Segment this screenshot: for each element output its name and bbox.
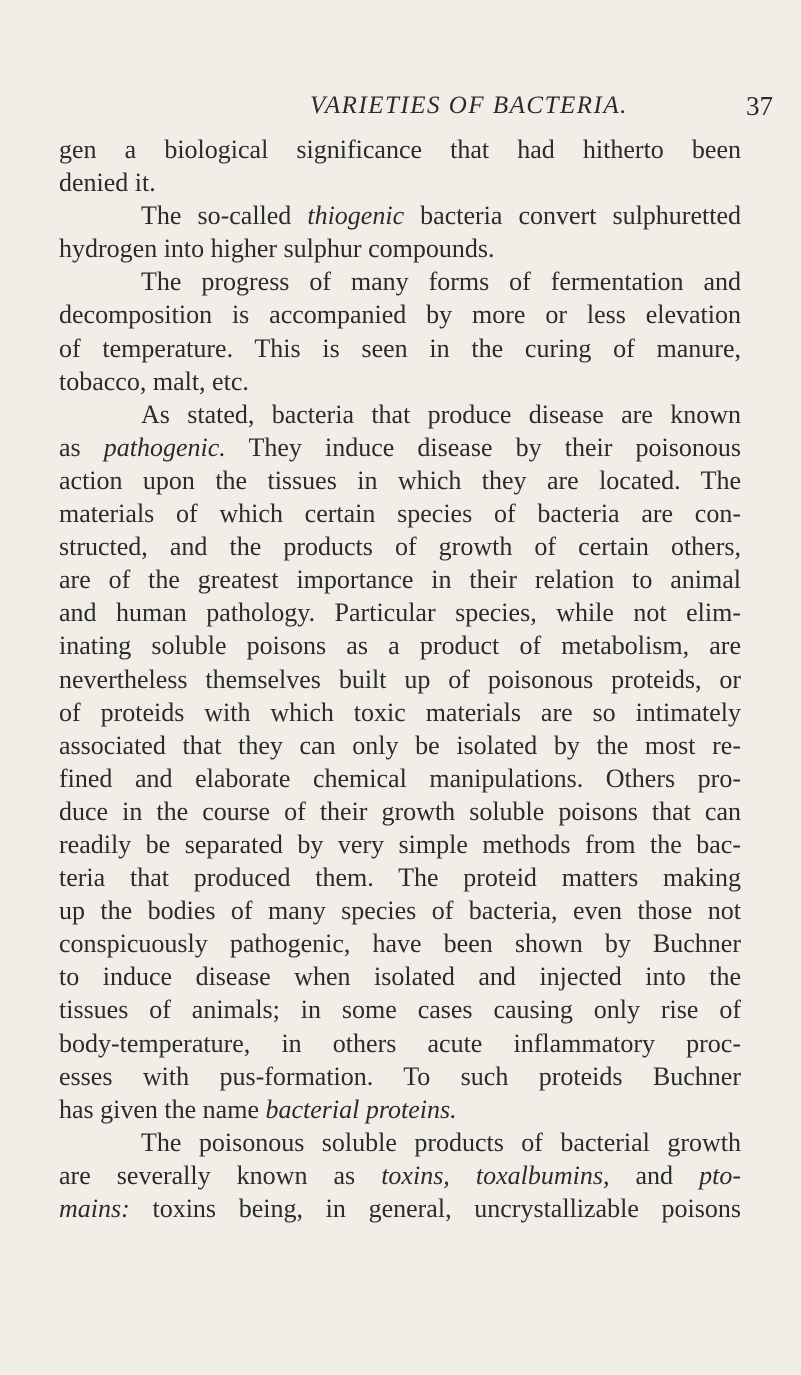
line-text: gen a biological significance that had hitherto been [59,135,741,164]
line-text: duce in the course of their growth soluble poisons that can [59,796,741,826]
text-line [59,530,741,563]
line-text: structed, and the products of growth of certain others, [59,532,741,562]
running-title: VARIETIES OF BACTERIA. [310,92,628,119]
text-line [59,332,741,365]
text-line [59,232,741,265]
text-line [59,861,741,894]
line-text: The poisonous soluble products of bacterial growth [141,1127,741,1157]
text-line [59,729,741,762]
text-line [59,696,741,729]
line-text: esses with pus-formation. To such proteids Buchner [59,1061,741,1091]
italic-term: pto- [699,1160,741,1190]
text-line [59,596,741,629]
running-head [0,86,801,126]
line-text: body-temperature, in others acute inflammatory proc- [59,1028,741,1058]
italic-term: pathogenic. [103,432,226,462]
text-line [59,398,741,431]
line-text: fined and elaborate chemical manipulations. Others pro- [59,763,741,793]
line-text: are of the greatest importance in their relation to animal [59,565,741,595]
italic-term: toxins, toxalbumins, [381,1160,610,1190]
line-text: The so-called thiogenic bacteria convert sulphuretted [140,201,741,231]
text-line [59,762,741,795]
line-text: materials of which certain species of bacteria are con- [59,499,741,529]
text-line [59,133,741,166]
line-text: tobacco, malt, etc. [59,366,249,396]
text-line [59,960,741,993]
line-text: tissues of animals; in some cases causing only rise of [59,995,741,1025]
text-line [59,1192,741,1225]
line-text: denied it. [59,168,156,198]
line-text: as pathogenic. They induce disease by their poisonous [59,432,741,462]
line-text: As stated, bacteria that produce disease are known [141,399,741,429]
line-text: associated that they can only be isolated by the most re- [59,730,741,760]
text-line [59,828,741,861]
text-line [59,795,741,828]
line-text: inating soluble poisons as a product of metabolism, are [59,631,741,661]
text-line [59,166,741,199]
line-text: and human pathology. Particular species, while not elim- [59,598,741,628]
text-line [59,563,741,596]
line-text: conspicuously pathogenic, have been shown by Buchner [59,929,741,959]
text-line [59,1093,741,1126]
line-text: mains: toxins being, in general, uncrystallizable poisons [59,1194,741,1223]
text-line [59,993,741,1026]
line-text: The progress of many forms of fermentation and [141,267,741,297]
italic-term: mains: [59,1194,130,1223]
text-line [59,1126,741,1159]
text-line [59,298,741,331]
line-text: readily be separated by very simple methods from the bac- [59,829,741,859]
text-line [59,265,741,298]
page-number: 37 [746,91,773,121]
line-text: has given the name bacterial proteins. [59,1094,457,1124]
text-line [59,431,741,464]
line-text: are severally known as toxins, toxalbumins, and pto- [59,1160,741,1190]
italic-term: thiogenic [307,201,405,231]
italic-term: bacterial proteins. [265,1094,457,1124]
line-text: up the bodies of many species of bacteria, even those not [59,896,741,926]
text-line [59,464,741,497]
text-line [59,894,741,927]
text-line [59,1027,741,1060]
line-text: to induce disease when isolated and injected into the [59,962,741,992]
line-text: decomposition is accompanied by more or less elevation [59,300,741,330]
line-text: nevertheless themselves built up of poisonous proteids, or [59,664,741,694]
text-line [59,365,741,398]
line-text: teria that produced them. The proteid matters making [59,863,741,893]
text-line [59,199,741,232]
text-line [59,663,741,696]
text-line [59,497,741,530]
body-text [59,133,741,1225]
text-line [59,927,741,960]
line-text: of temperature. This is seen in the curing of manure, [59,333,741,363]
text-line [59,1159,741,1192]
line-text: action upon the tissues in which they are located. The [59,465,741,495]
line-text: of proteids with which toxic materials are so intimately [59,697,741,727]
text-line [59,629,741,662]
text-line [59,1060,741,1093]
line-text: hydrogen into higher sulphur compounds. [59,234,495,264]
